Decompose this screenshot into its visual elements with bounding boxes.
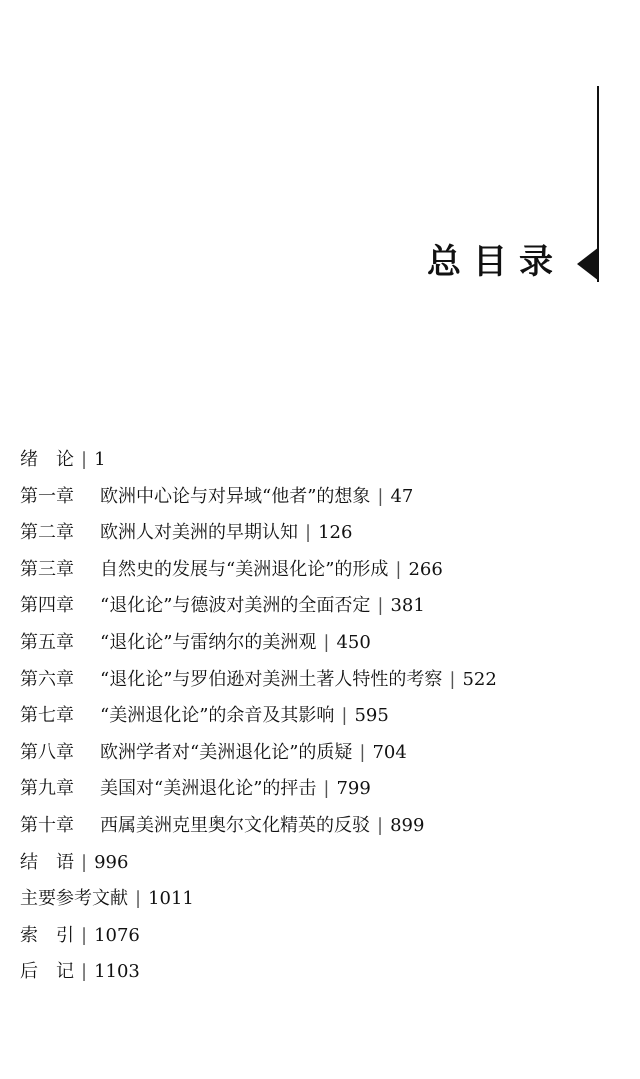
toc-chapter-number: 第一章 bbox=[20, 485, 74, 507]
toc-page-number: 266 bbox=[408, 558, 443, 580]
toc-entry[interactable] bbox=[20, 808, 497, 845]
toc-separator: | bbox=[81, 961, 88, 983]
toc-entry-title: 欧洲学者对“美洲退化论”的质疑 bbox=[100, 741, 353, 763]
toc-entry-title: 自然史的发展与“美洲退化论”的形成 bbox=[100, 558, 389, 580]
toc-entry-title: 西属美洲克里奥尔文化精英的反驳 bbox=[100, 814, 370, 836]
toc-entry[interactable] bbox=[20, 515, 497, 552]
toc-chapter-number: 第八章 bbox=[20, 741, 74, 763]
toc-page-number: 1076 bbox=[94, 924, 140, 946]
toc-separator: | bbox=[323, 631, 330, 653]
toc-separator: | bbox=[135, 888, 142, 910]
table-of-contents bbox=[20, 442, 497, 991]
toc-chapter-number: 第二章 bbox=[20, 522, 74, 544]
toc-page-number: 522 bbox=[462, 668, 497, 690]
toc-separator: | bbox=[377, 485, 384, 507]
toc-entry[interactable] bbox=[20, 735, 497, 772]
toc-page-number: 595 bbox=[354, 705, 389, 727]
toc-entry-title: “退化论”与罗伯逊对美洲土著人特性的考察 bbox=[100, 668, 443, 690]
toc-page-number: 799 bbox=[336, 778, 371, 800]
page-title: 总目录 bbox=[427, 242, 565, 282]
toc-chapter-number: 第九章 bbox=[20, 778, 74, 800]
toc-entry[interactable] bbox=[20, 662, 497, 699]
toc-entry[interactable] bbox=[20, 954, 497, 991]
toc-separator: | bbox=[377, 595, 384, 617]
toc-entry[interactable] bbox=[20, 771, 497, 808]
toc-entry[interactable] bbox=[20, 479, 497, 516]
toc-page-number: 899 bbox=[390, 814, 425, 836]
toc-entry-title: 绪 论 bbox=[20, 449, 74, 470]
toc-separator: | bbox=[305, 522, 312, 544]
toc-chapter-number: 第三章 bbox=[20, 558, 74, 580]
toc-entry[interactable] bbox=[20, 845, 497, 882]
toc-entry[interactable] bbox=[20, 698, 497, 735]
toc-separator: | bbox=[377, 814, 384, 836]
toc-entry[interactable] bbox=[20, 625, 497, 662]
toc-page-number: 126 bbox=[318, 522, 353, 544]
toc-chapter-number: 第五章 bbox=[20, 631, 74, 653]
toc-entry-title: 索 引 bbox=[20, 924, 74, 946]
toc-separator: | bbox=[449, 668, 456, 690]
toc-page-number: 1103 bbox=[94, 961, 140, 983]
toc-entry-title: 欧洲中心论与对异域“他者”的想象 bbox=[100, 485, 371, 507]
toc-page-number: 996 bbox=[94, 851, 129, 873]
toc-separator: | bbox=[359, 741, 366, 763]
toc-entry-title: “美洲退化论”的余音及其影响 bbox=[100, 705, 335, 727]
toc-entry-title: “退化论”与德波对美洲的全面否定 bbox=[100, 595, 371, 617]
toc-separator: | bbox=[81, 449, 88, 470]
toc-entry-title: 结 语 bbox=[20, 851, 74, 873]
toc-chapter-number: 第十章 bbox=[20, 814, 74, 836]
toc-entry[interactable] bbox=[20, 881, 497, 918]
toc-separator: | bbox=[341, 705, 348, 727]
toc-chapter-number: 第七章 bbox=[20, 705, 74, 727]
toc-entry-title: 主要参考文献 bbox=[20, 888, 128, 910]
toc-page-number: 1 bbox=[94, 449, 106, 470]
triangle-marker-icon bbox=[577, 247, 599, 281]
toc-entry-title: 欧洲人对美洲的早期认知 bbox=[100, 522, 298, 544]
toc-separator: | bbox=[323, 778, 330, 800]
toc-separator: | bbox=[395, 558, 402, 580]
toc-page-number: 704 bbox=[372, 741, 407, 763]
toc-page-number: 47 bbox=[390, 485, 414, 507]
toc-page-number: 381 bbox=[390, 595, 425, 617]
toc-page-number: 450 bbox=[336, 631, 371, 653]
toc-entry[interactable] bbox=[20, 588, 497, 625]
toc-separator: | bbox=[81, 924, 88, 946]
toc-separator: | bbox=[81, 851, 88, 873]
toc-chapter-number: 第四章 bbox=[20, 595, 74, 617]
toc-entry-title: “退化论”与雷纳尔的美洲观 bbox=[100, 631, 317, 653]
toc-entry[interactable] bbox=[20, 442, 497, 479]
toc-entry[interactable] bbox=[20, 552, 497, 589]
toc-entry[interactable] bbox=[20, 918, 497, 955]
toc-entry-title: 美国对“美洲退化论”的抨击 bbox=[100, 778, 317, 800]
toc-chapter-number: 第六章 bbox=[20, 668, 74, 690]
toc-page-number: 1011 bbox=[148, 888, 194, 910]
toc-entry-title: 后 记 bbox=[20, 961, 74, 983]
